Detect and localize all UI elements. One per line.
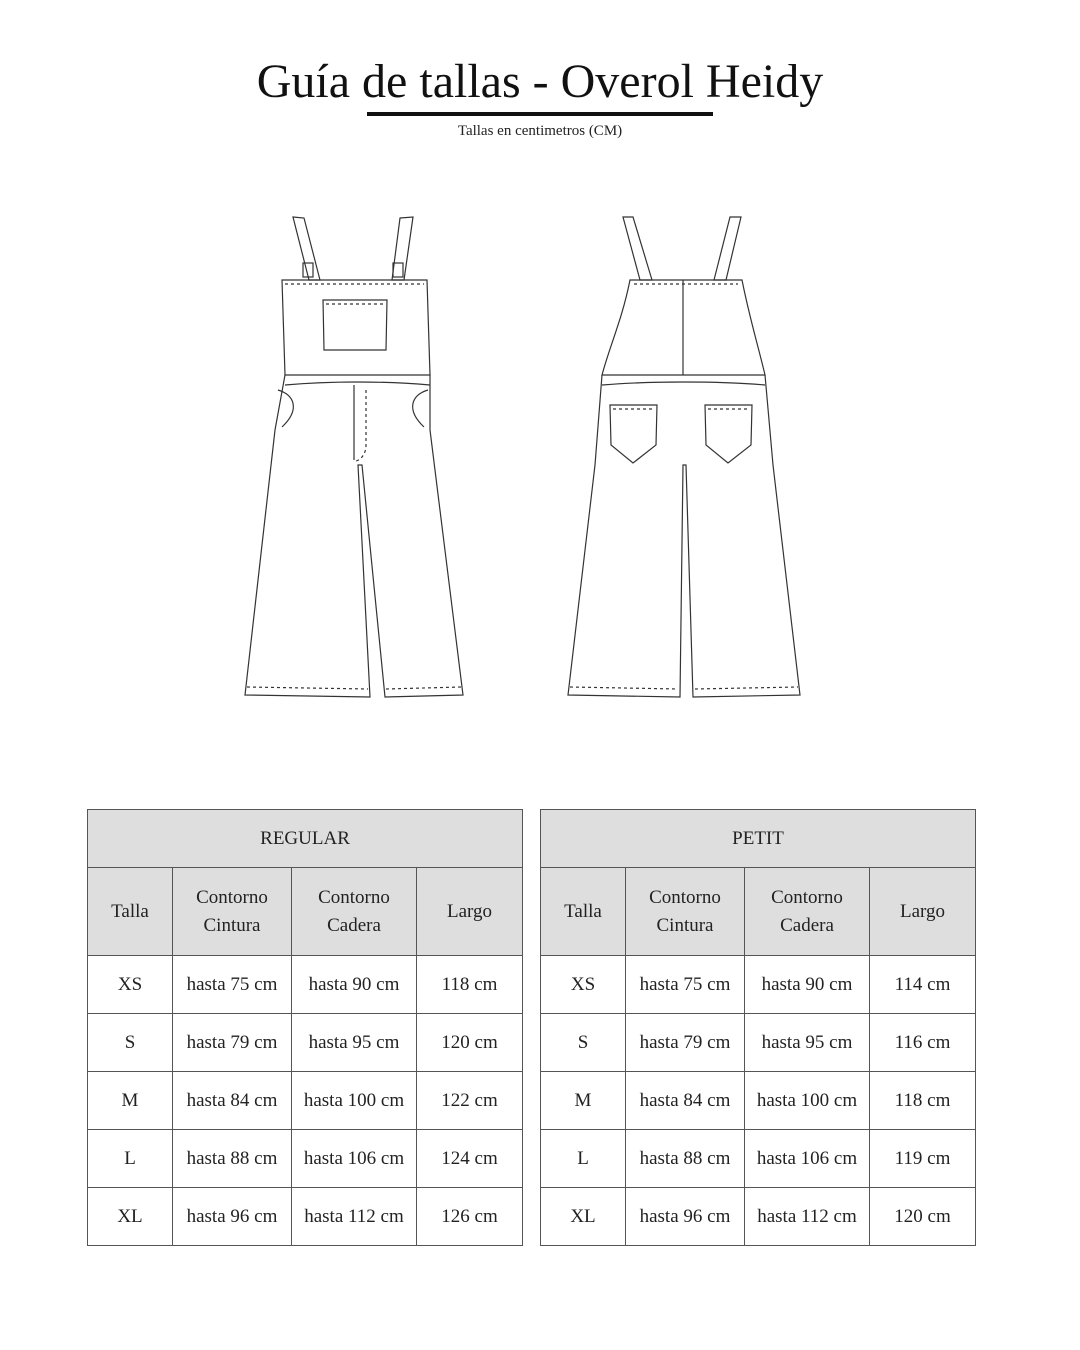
waist-cell: hasta 75 cm [173, 956, 292, 1014]
table-row [541, 1188, 976, 1246]
waist-cell: hasta 96 cm [626, 1188, 745, 1246]
column-header-largo: Largo [417, 868, 523, 956]
table-row [88, 1014, 523, 1072]
hip-cell: hasta 90 cm [745, 956, 870, 1014]
size-cell: L [541, 1130, 626, 1188]
size-table-petit [540, 809, 976, 1246]
table-row [541, 1130, 976, 1188]
hip-cell: hasta 106 cm [745, 1130, 870, 1188]
length-cell: 124 cm [417, 1130, 523, 1188]
length-cell: 126 cm [417, 1188, 523, 1246]
hip-cell: hasta 112 cm [745, 1188, 870, 1246]
waist-cell: hasta 79 cm [626, 1014, 745, 1072]
table-row [88, 956, 523, 1014]
waist-cell: hasta 88 cm [173, 1130, 292, 1188]
page-title: Guía de tallas - Overol Heidy [256, 55, 824, 108]
table-caption: REGULAR [88, 810, 523, 868]
size-cell: XS [541, 956, 626, 1014]
size-cell: M [88, 1072, 173, 1130]
size-cell: XL [541, 1188, 626, 1246]
table-caption: PETIT [541, 810, 976, 868]
hip-cell: hasta 95 cm [292, 1014, 417, 1072]
table-row [541, 956, 976, 1014]
size-cell: XL [88, 1188, 173, 1246]
table-row [541, 1014, 976, 1072]
length-cell: 122 cm [417, 1072, 523, 1130]
overall-technical-drawing [130, 205, 910, 725]
title-underline [367, 112, 713, 116]
page-subtitle: Tallas en centimetros (CM) [457, 123, 623, 139]
length-cell: 116 cm [870, 1014, 976, 1072]
table-row [88, 1072, 523, 1130]
length-cell: 119 cm [870, 1130, 976, 1188]
table-row [541, 1072, 976, 1130]
length-cell: 120 cm [870, 1188, 976, 1246]
size-cell: M [541, 1072, 626, 1130]
overall-front-icon [245, 217, 463, 697]
column-header-largo: Largo [870, 868, 976, 956]
column-header-cintura: Contorno Cintura [173, 868, 292, 956]
size-cell: S [88, 1014, 173, 1072]
hip-cell: hasta 95 cm [745, 1014, 870, 1072]
size-table-regular [87, 809, 523, 1246]
hip-cell: hasta 112 cm [292, 1188, 417, 1246]
hip-cell: hasta 106 cm [292, 1130, 417, 1188]
waist-cell: hasta 75 cm [626, 956, 745, 1014]
size-cell: L [88, 1130, 173, 1188]
size-cell: S [541, 1014, 626, 1072]
length-cell: 118 cm [870, 1072, 976, 1130]
waist-cell: hasta 88 cm [626, 1130, 745, 1188]
column-header-cadera: Contorno Cadera [745, 868, 870, 956]
length-cell: 118 cm [417, 956, 523, 1014]
column-header-talla: Talla [88, 868, 173, 956]
waist-cell: hasta 84 cm [173, 1072, 292, 1130]
table-row [88, 1188, 523, 1246]
hip-cell: hasta 90 cm [292, 956, 417, 1014]
length-cell: 114 cm [870, 956, 976, 1014]
hip-cell: hasta 100 cm [745, 1072, 870, 1130]
hip-cell: hasta 100 cm [292, 1072, 417, 1130]
column-header-cadera: Contorno Cadera [292, 868, 417, 956]
overall-back-icon [568, 217, 800, 697]
waist-cell: hasta 79 cm [173, 1014, 292, 1072]
waist-cell: hasta 96 cm [173, 1188, 292, 1246]
column-header-cintura: Contorno Cintura [626, 868, 745, 956]
waist-cell: hasta 84 cm [626, 1072, 745, 1130]
length-cell: 120 cm [417, 1014, 523, 1072]
table-row [88, 1130, 523, 1188]
column-header-talla: Talla [541, 868, 626, 956]
size-cell: XS [88, 956, 173, 1014]
